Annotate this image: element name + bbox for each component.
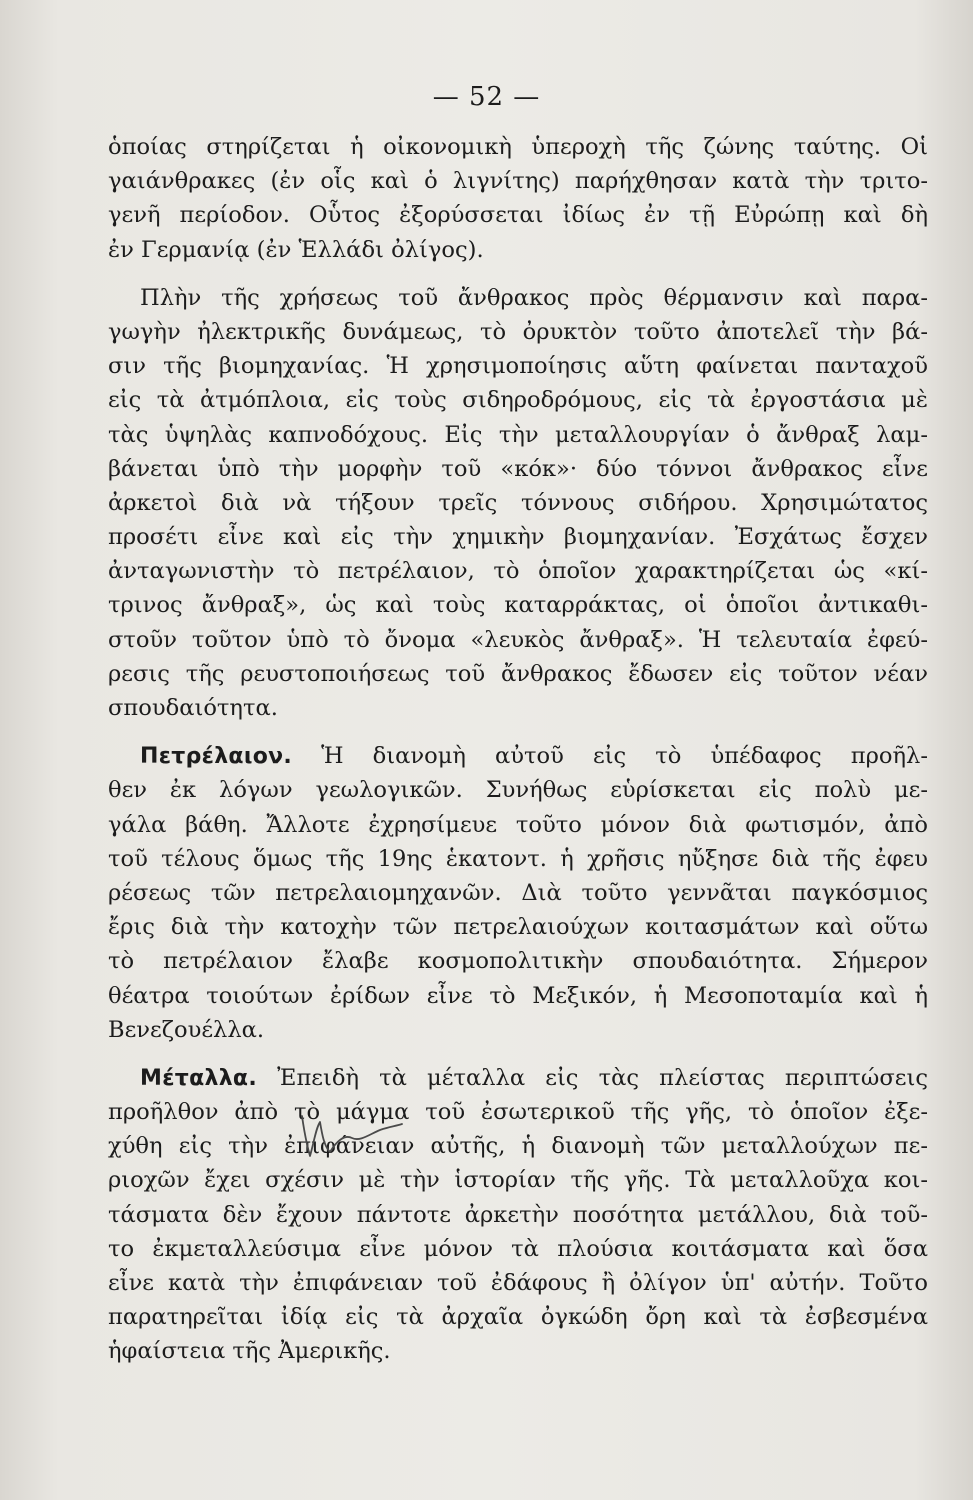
text-line: εἶνε κατὰ τὴν ἐπιφάνειαν τοῦ ἐδάφους ἢ ὀλίγον ὑπ' αὐτήν. Τοῦτο — [108, 1270, 928, 1296]
paragraph-petroleum — [108, 739, 928, 1047]
text-line: σιν τῆς βιομηχανίας. Ἡ χρησιμοποίησις αὕτη φαίνεται πανταχοῦ — [108, 353, 928, 380]
text-line: τὰς ὑψηλὰς καπνοδόχους. Εἰς τὴν μεταλλουργίαν ὁ ἄνθραξ λαμ- — [108, 421, 928, 448]
text-line: τὸ πετρέλαιον ἔλαβε κοσμοπολιτικὴν σπουδαιότητα. Σήμερον — [108, 948, 928, 975]
text-line: ἐν Γερμανίᾳ (ἐν Ἑλλάδι ὀλίγος). — [108, 236, 484, 263]
text-line: σπουδαιότητα. — [108, 695, 278, 721]
body-text — [108, 130, 928, 1369]
text-line — [108, 1061, 928, 1095]
text-line: το ἐκμεταλλεύσιμα εἶνε μόνον τὰ πλούσια κοιτάσματα καὶ ὅσα — [108, 1235, 928, 1262]
text-line: Πλὴν τῆς χρήσεως τοῦ ἄνθρακος πρὸς θέρμανσιν καὶ παρα- — [140, 284, 928, 311]
text-line: εἰς τὰ ἀτμόπλοια, εἰς τοὺς σιδηροδρόμους, εἰς τὰ ἐργοστάσια μὲ — [108, 387, 928, 414]
pencil-scribble-mark — [296, 1112, 406, 1162]
text-line: ἀρκετοὶ διὰ νὰ τήξουν τρεῖς τόννους σιδήρου. Χρησιμώτατος — [108, 489, 928, 516]
text-line: προῆλθον ἀπὸ τὸ μάγμα τοῦ ἐσωτερικοῦ τῆς γῆς, τὸ ὁποῖον ἐξε- — [108, 1099, 928, 1126]
text-line: γάλα βάθη. Ἄλλοτε ἐχρησίμευε τοῦτο μόνον διὰ φωτισμόν, ἀπὸ — [108, 811, 928, 838]
text-line: ἀνταγωνιστὴν τὸ πετρέλαιον, τὸ ὁποῖον χαρακτηρίζεται ὡς «κί- — [108, 558, 928, 585]
text-line: γωγὴν ἠλεκτρικῆς δυνάμεως, τὸ ὀρυκτὸν τοῦτο ἀποτελεῖ τὴν βά- — [108, 318, 928, 345]
text-line — [108, 739, 928, 773]
heading-line-rest: Ἡ διανομὴ αὐτοῦ εἰς τὸ ὑπέδαφος προῆλ- — [321, 743, 928, 770]
heading-line-rest: Ἐπειδὴ τὰ μέταλλα εἰς τὰς πλείστας περιπτώσεις — [277, 1064, 928, 1091]
text-line: τοῦ τέλους ὅμως τῆς 19ης ἑκατοντ. ἡ χρῆσις ηὔξησε διὰ τῆς ἐφευ — [108, 845, 928, 872]
paragraph-coal-intro — [108, 130, 928, 267]
text-line: θέατρα τοιούτων ἐρίδων εἶνε τὸ Μεξικόν, ἡ Μεσοποταμία καὶ ἡ — [108, 982, 928, 1009]
section-heading-metals: Μέταλλα. — [140, 1065, 258, 1091]
text-line: ἡφαίστεια τῆς Ἀμερικῆς. — [108, 1338, 391, 1365]
text-line: γενῆ περίοδον. Οὗτος ἐξορύσσεται ἰδίως ἐν τῇ Εὐρώπῃ καὶ δὴ — [108, 202, 928, 229]
text-line: προσέτι εἶνε καὶ εἰς τὴν χημικὴν βιομηχανίαν. Ἐσχάτως ἔσχεν — [108, 524, 928, 551]
text-line: τάσματα δὲν ἔχουν πάντοτε ἀρκετὴν ποσότητα μετάλλου, διὰ τοῦ- — [108, 1201, 928, 1228]
text-line: βάνεται ὑπὸ τὴν μορφὴν τοῦ «κόκ»· δύο τόννοι ἄνθρακος εἶνε — [108, 455, 928, 482]
text-line: τρινος ἄνθραξ», ὡς καὶ τοὺς καταρράκτας, οἱ ὁποῖοι ἀντικαθι- — [108, 592, 928, 619]
text-line: στοῦν τοῦτον ὑπὸ τὸ ὄνομα «λευκὸς ἄνθραξ». Ἡ τελευταία ἐφεύ- — [108, 626, 928, 653]
text-line: ριοχῶν ἔχει σχέσιν μὲ τὴν ἱστορίαν τῆς γῆς. Τὰ μεταλλοῦχα κοι- — [108, 1167, 928, 1194]
text-line: ἔρις διὰ τὴν κατοχὴν τῶν πετρελαιούχων κοιτασμάτων καὶ οὕτω — [108, 914, 928, 941]
section-heading-petroleum: Πετρέλαιον. — [140, 744, 293, 770]
paragraph-coal-uses — [108, 281, 928, 725]
text-line: παρατηρεῖται ἰδίᾳ εἰς τὰ ἀρχαῖα ὀγκώδη ὄρη καὶ τὰ ἐσβεσμένα — [108, 1304, 928, 1331]
text-line: θεν ἐκ λόγων γεωλογικῶν. Συνήθως εὑρίσκεται εἰς πολὺ με- — [108, 777, 928, 804]
text-line: ρέσεως τῶν πετρελαιομηχανῶν. Διὰ τοῦτο γεννᾶται παγκόσμιος — [108, 879, 928, 906]
text-line: Βενεζουέλλα. — [108, 1016, 265, 1043]
text-line: γαιάνθρακες (ἐν οἷς καὶ ὁ λιγνίτης) παρήχθησαν κατὰ τὴν τριτο- — [108, 168, 928, 195]
text-line: χύθη εἰς τὴν ἐπιφάνειαν αὐτῆς, ἡ διανομὴ τῶν μεταλλούχων πε- — [108, 1133, 928, 1160]
paragraph-metals — [108, 1061, 928, 1369]
text-line: ρεσις τῆς ρευστοποιήσεως τοῦ ἄνθρακος ἔδωσεν εἰς τοῦτον νέαν — [108, 660, 928, 687]
text-line: ὁποίας στηρίζεται ἡ οἰκονομικὴ ὑπεροχὴ τῆς ζώνης ταύτης. Οἱ — [108, 134, 928, 160]
page-number: — 52 — — [432, 82, 541, 112]
